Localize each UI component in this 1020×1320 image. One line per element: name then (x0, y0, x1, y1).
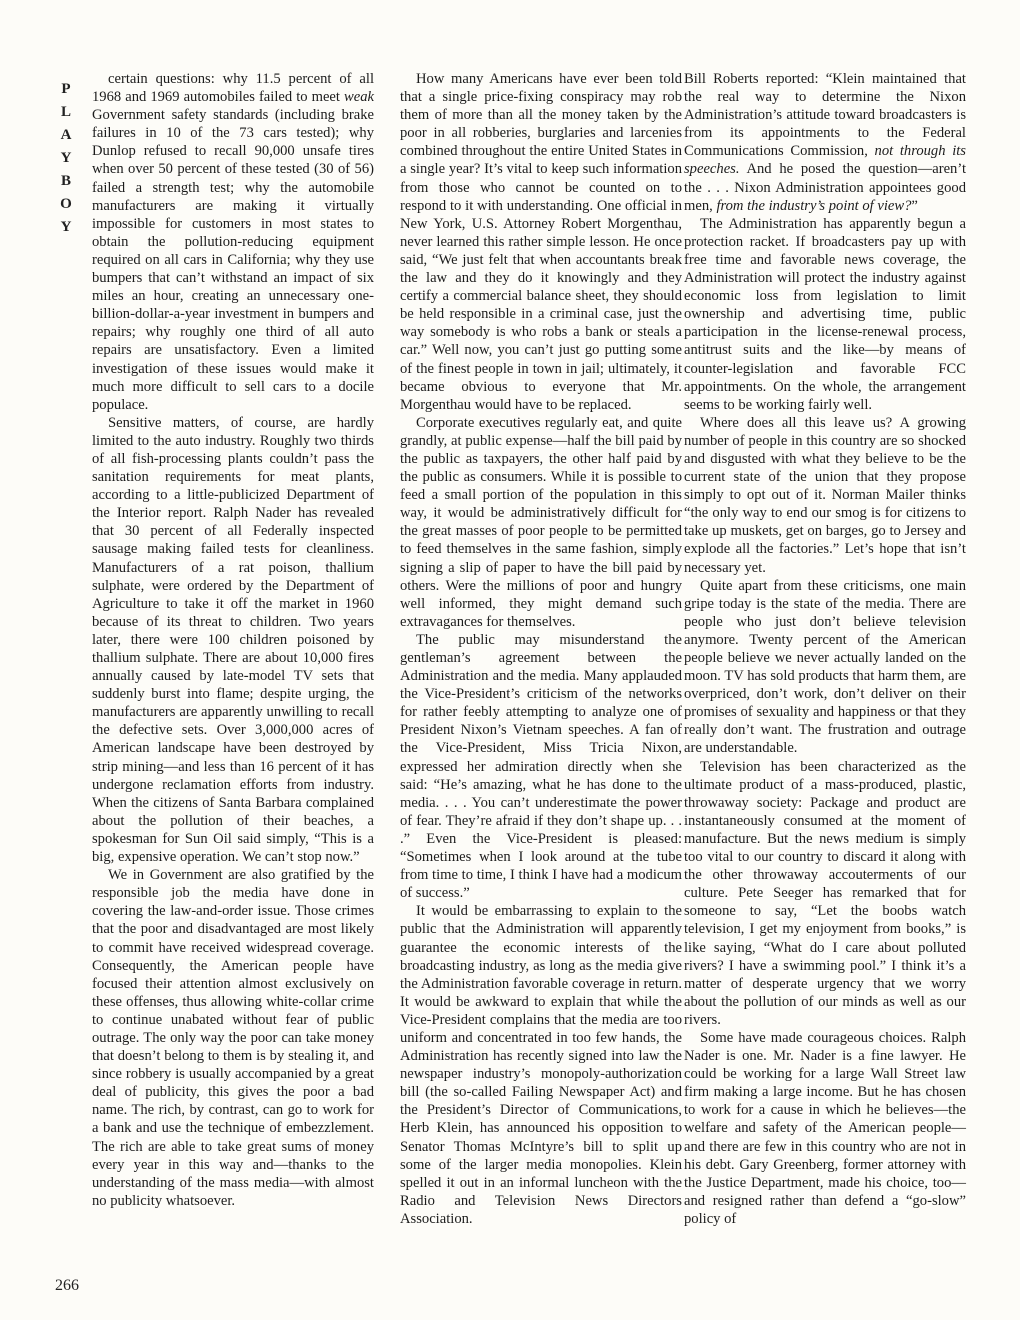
article-paragraph (400, 902, 682, 1228)
text-run: ” (911, 197, 918, 214)
text-run: We in Government are also gratified by the responsible job the media have done in covering the law-and-order issue. Those crimes that the poor and disadvantaged are most likely to commit have received widespread coverage. Consequently, the American people have focused their attention almost exclusively on these offenses, thus allowing white-collar crime to continue unabated without fear of public outrage. The only way the poor can take money that doesn’t belong to them is by stealing it, and since robbery is usually accompanied by a great deal of publicity, this gives the poor a bad name. The rich, by contrast, can go to work for a bank and use the technique of embezzlement. The rich are able to take great sums of money every year in this way and—thanks to the understanding of the mass media—with almost no publicity whatsoever. (92, 867, 374, 1209)
article-paragraph (684, 1029, 966, 1228)
text-run: It would be embarrassing to explain to the public that the Administration will apparently guarantee the economic interests of the broadcasting industry, as long as the media give the Administration favorable coverage in return. It would be awkward to explain that while the Vice-President complains that the media are too uniform and concentrated in too few hands, the Administration has recently signed into law the newspaper industry’s monopoly-authorization bill (the so-called Failing Newspaper Act) and the President’s Director of Communications, Herb Klein, has announced his opposition to Senator Thomas McIntyre’s bill to split up some of the larger media monopolies. Klein spelled it out in an informal luncheon with the Radio and Television News Directors Association. (400, 903, 682, 1227)
masthead-letter: Y (60, 219, 72, 235)
italic-text-run: weak (344, 89, 374, 106)
masthead-letter: L (60, 104, 71, 120)
text-run: The public may misunderstand the gentleman’s agreement between the Administration and the media. Many applauded the Vice-President’s criticism of the networks for rather feebly attempting to analyze one of President Nixon’s Vietnam speeches. A fan of the Vice-President, Miss Tricia Nixon, expressed her admiration directly when she said: “He’s amazing, what he has done to the media. . . . You can’t underestimate the power of fear. They’re afraid if they don’t shape up. . . .” Even the Vice-President is pleased: “Sometimes when I look around at the tube from time to time, I think I have had a modicum of success.” (400, 631, 682, 902)
text-column-3 (684, 70, 966, 1228)
text-run: Quite apart from these criticisms, one main gripe today is the state of the media. There are people who just don’t believe television anymore. Twenty percent of the American people believe we never actually landed on the moon. TV has sold products that harm them, are overpriced, don’t work, don’t deliver on their promises of sexuality and happiness or that they really don’t want. The frustration and outrage are understandable. (684, 577, 966, 757)
text-run: Bill Roberts reported: “Klein maintained that the real way to determine the Nixon Administration’s attitude toward broadcasters is from its appointments to the Federal Communications Commission, (684, 71, 966, 160)
masthead-letter: B (60, 173, 71, 189)
article-paragraph (400, 631, 682, 902)
text-run: The Administration has apparently begun a protection racket. If broadcasters pay up with free time and favorable news coverage, the Administration will protect the industry against economic loss from legislation to limit ownership and advertising time, public participation in the license-renewal process, antitrust suits and the like—by means of counter-legislation and favorable FCC appointments. On the whole, the arrangement seems to be working fairly well. (684, 215, 966, 413)
article-paragraph (684, 414, 966, 577)
text-run: Sensitive matters, of course, are hardly limited to the auto industry. Roughly two thirds of all fish-processing plants couldn’t pass the sanitation requirements for meat plants, according to a little-publicized Department of the Interior report. Ralph Nader has revealed that 30 percent of all Federally inspected sausage making failed tests for cleanliness. Manufacturers of a rat poison, thallium sulphate, were ordered by the Department of Agriculture to take it off the market in 1960 because of its threat to children. Two years later, there were 100 children poisoned by thallium sulphate. There are about 10,000 fires annually caused by late-model TV sets that suddenly burst into flame; despite urging, the manufacturers are apparently unwilling to recall the defective sets. Over 3,000,000 acres of American landscape have been destroyed by strip mining—and less than 16 percent of it has undergone reclamation efforts from industry. When the citizens of Santa Barbara complained about the pollution of their beaches, a spokesman for Sun Oil said simply, “This is a big, expensive operation. We can’t stop now.” (92, 414, 374, 866)
text-run: Television has been characterized as the ultimate product of a mass-produced, plastic, throwaway society: Package and product are instantaneously consumed at the moment of manufacture. But the news medium is simply too vital to our country to discard it along with the other throwaway accouterments of our culture. Pete Seeger has remarked that for someone to say, “Let the boobs watch television, I get my enjoyment from books,” is like saying, “What do I care about polluted rivers? I have a swimming pool.” I think it’s a matter of desperate urgency that we worry about the pollution of our minds as well as our rivers. (684, 758, 966, 1028)
text-run: How many Americans have ever been told that a single price-fixing conspiracy may rob them of more than all the money taken by the poor in all robberies, burglaries and larcenies combined throughout the entire United States in a single year? It’s vital to keep such information from those who cannot be counted on to respond to it with understanding. One official in New York, U.S. Attorney Robert Morgenthau, never learned this rather simple lesson. He once said, “We just felt that when accountants break the law and they do it knowingly and they certify a commercial balance sheet, they should be held responsible in a criminal case, just the way somebody is who robs a bank or steals a car.” Well now, you can’t just go putting some of the finest people in town in jail; ultimately, it became obvious to everyone that Mr. Morgenthau would have to be replaced. (400, 71, 682, 413)
page-number: 266 (55, 1277, 79, 1294)
article-paragraph (684, 215, 966, 414)
text-column-2 (400, 70, 682, 1228)
italic-text-run: not through its speeches. (684, 143, 966, 178)
article-paragraph (684, 70, 966, 215)
article-paragraph (92, 866, 374, 1210)
italic-text-run: from the industry’s point of view? (716, 197, 912, 214)
text-run: certain questions: why 11.5 percent of all 1968 and 1969 automobiles failed to meet (92, 71, 374, 106)
text-run: And he posed the question—aren’t the . . . Nixon Administration appointees good men, (684, 161, 966, 214)
masthead-letter: O (60, 196, 72, 212)
text-run: Corporate executives regularly eat, and quite grandly, at public expense—half the bill paid by the public as taxpayers, the other half paid by the public as consumers. While it is possible to feed a small portion of the population in this way, it would be administratively difficult for the great masses of poor people to be permitted to feed themselves in the same fashion, simply signing a slip of paper to have the bill paid by others. Were the millions of poor and hungry well informed, they might demand such extravagances for themselves. (400, 414, 682, 630)
article-paragraph (400, 70, 682, 414)
masthead-letter: P (61, 81, 71, 97)
masthead-letter: Y (60, 150, 72, 166)
article-paragraph (92, 414, 374, 866)
article-paragraph (92, 70, 374, 414)
article-paragraph (684, 758, 966, 1029)
masthead-letter: A (60, 127, 72, 143)
magazine-masthead (52, 78, 80, 239)
text-run: Where does all this leave us? A growing number of people in this country are so shocked and disgusted with what they believe to be the current state of the union that they propose simply to opt out of it. Norman Mailer thinks “the only way to end our smog is for citizens to take up muskets, get on barges, go to Jersey and explode all the factories.” Let’s hope that isn’t necessary yet. (684, 414, 966, 576)
article-paragraph (400, 414, 682, 631)
text-run: Some have made courageous choices. Ralph Nader is one. Mr. Nader is a fine lawyer. He could be working for a large Wall Street law firm making a large income. But he has chosen to work for a cause in which he believes—the welfare and safety of the American people—and there are few in this country who are not in his debt. Gary Greenberg, former attorney with the Justice Department, made his choice, too—and resigned rather than defend a “go-slow” policy of (684, 1029, 966, 1227)
article-paragraph (684, 577, 966, 758)
text-column-1 (92, 70, 374, 1210)
text-run: Government safety standards (including brake failures in 10 of the 73 cars tested); why Dunlop refused to recall 90,000 unsafe tires when over 50 percent of these tested (30 of 56) failed a strength test; why the automobile manufacturers are making it virtually impossible for customers in most states to obtain the pollution-reducing equipment required on all cars in California; why they use bumpers that can’t withstand an impact of six miles an hour, creating an unnecessary one-billion-dollar-a-year investment in bumpers and repairs; why roughly one third of all auto repairs are unsatisfactory. Even a limited investigation of these issues would make it much more difficult to sell cars to a docile populace. (92, 107, 374, 413)
